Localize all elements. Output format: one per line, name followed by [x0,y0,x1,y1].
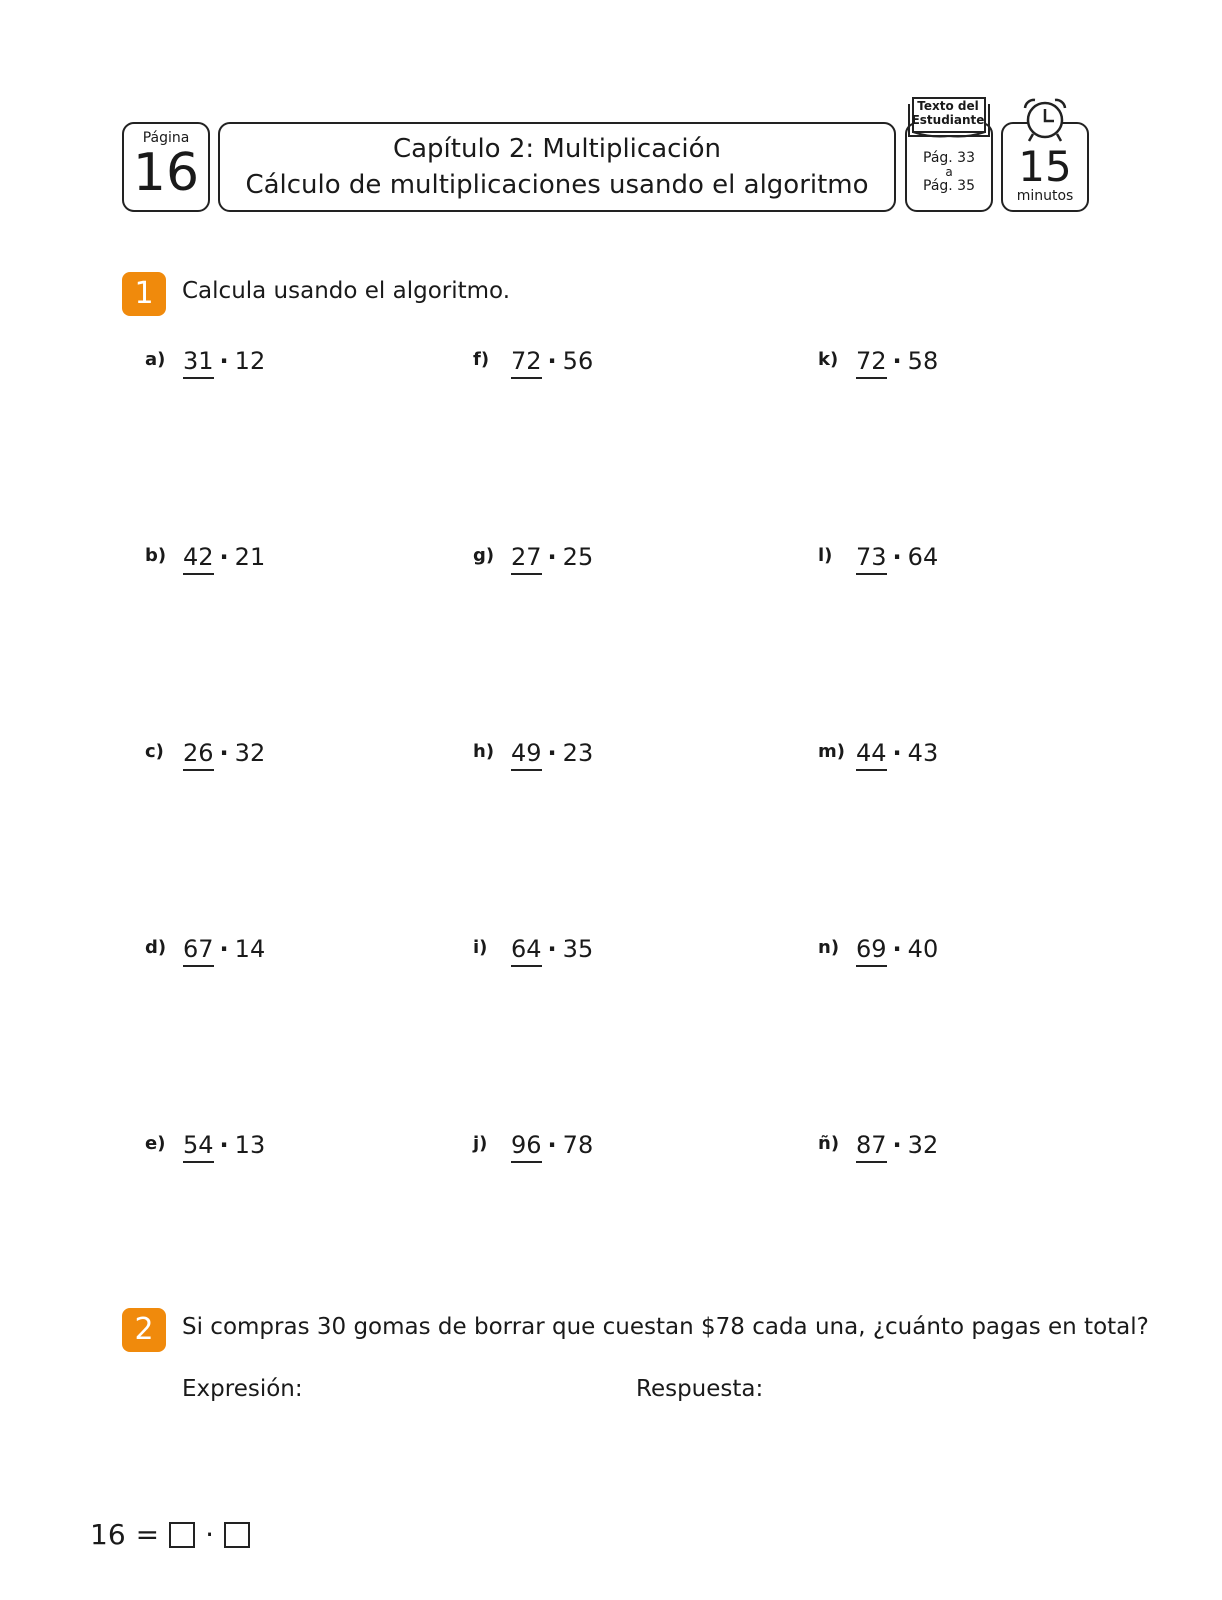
footer-number: 16 [90,1518,126,1551]
factor-1: 69 [856,935,887,967]
factor-1: 67 [183,935,214,967]
multiply-dot: · [547,935,557,963]
exercise-c [145,739,265,771]
exercise-letter: g) [473,545,495,566]
book-page-separator: a [945,165,953,179]
exercise-letter: b) [145,545,167,566]
exercise-m [818,739,938,771]
multiply-dot: · [892,739,902,767]
exercise-letter: d) [145,937,167,958]
multiply-dot: · [219,347,229,375]
page-number: 16 [132,143,200,203]
factor-2: 12 [234,347,266,375]
factor-2: 58 [907,347,939,375]
exercise-j [473,1131,593,1163]
exercise-a [145,347,265,379]
multiply-dot: · [547,347,557,375]
factor-1: 31 [183,347,214,379]
exercise-h [473,739,593,771]
footer-box-1 [169,1522,195,1548]
multiply-dot: · [219,543,229,571]
factor-1: 42 [183,543,214,575]
exercise-k [818,347,938,379]
alarm-clock-icon [1019,96,1071,144]
book-label-line1: Texto del [917,99,979,113]
exercise-letter: h) [473,741,495,762]
factor-1: 54 [183,1131,214,1163]
exercise-letter: m) [818,741,845,762]
exercise-letter: a) [145,349,166,370]
time-unit: minutos [1016,188,1074,204]
chapter-subtitle: Cálculo de multiplicaciones usando el algoritmo [245,170,869,200]
expression-label: Expresión: [182,1376,303,1402]
factor-1: 49 [511,739,542,771]
factor-1: 44 [856,739,887,771]
footer-dot: · [205,1518,215,1551]
factor-1: 73 [856,543,887,575]
factor-2: 78 [562,1131,594,1159]
section-1-instruction: Calcula usando el algoritmo. [182,278,511,304]
multiply-dot: · [892,1131,902,1159]
exercise-g [473,543,593,575]
multiply-dot: · [219,935,229,963]
multiply-dot: · [547,1131,557,1159]
exercise-d [145,935,265,967]
exercise-f [473,347,593,379]
exercise-letter: i) [473,937,488,958]
factor-2: 32 [907,1131,939,1159]
exercise-e [145,1131,265,1163]
factor-2: 40 [907,935,939,963]
book-page-to: Pág. 35 [923,178,975,194]
factor-2: 23 [562,739,594,767]
footer-page-number [90,1518,250,1551]
exercise-letter: f) [473,349,490,370]
section-2-question: Si compras 30 gomas de borrar que cuestan $78 cada una, ¿cuánto pagas en total? [182,1314,1149,1340]
book-label [909,99,987,127]
factor-2: 14 [234,935,266,963]
factor-1: 26 [183,739,214,771]
factor-1: 96 [511,1131,542,1163]
chapter-title: Capítulo 2: Multiplicación [392,134,722,164]
factor-1: 87 [856,1131,887,1163]
factor-1: 64 [511,935,542,967]
book-page-from: Pág. 33 [923,150,975,166]
answer-label: Respuesta: [636,1376,764,1402]
exercise-b [145,543,265,575]
factor-1: 72 [856,347,887,379]
exercise-letter: ñ) [818,1133,840,1154]
chapter-title-box [218,122,896,212]
multiply-dot: · [892,935,902,963]
exercise-letter: e) [145,1133,166,1154]
factor-2: 43 [907,739,939,767]
exercise-letter: l) [818,545,833,566]
section-1-badge: 1 [122,272,166,316]
factor-2: 32 [234,739,266,767]
factor-2: 56 [562,347,594,375]
footer-box-2 [224,1522,250,1548]
exercise-letter: k) [818,349,839,370]
exercise-letter: c) [145,741,164,762]
exercise-letter: n) [818,937,840,958]
page-label: Página [142,130,190,146]
exercise-enye [818,1131,938,1163]
exercise-i [473,935,593,967]
time-value: 15 [1018,142,1072,191]
factor-1: 72 [511,347,542,379]
multiply-dot: · [547,543,557,571]
page-number-box [122,122,210,212]
factor-2: 13 [234,1131,266,1159]
factor-2: 64 [907,543,939,571]
factor-2: 25 [562,543,594,571]
factor-1: 27 [511,543,542,575]
factor-2: 21 [234,543,266,571]
multiply-dot: · [892,543,902,571]
multiply-dot: · [219,739,229,767]
book-label-line2: Estudiante [911,113,985,127]
section-2-badge: 2 [122,1308,166,1352]
exercise-letter: j) [473,1133,488,1154]
multiply-dot: · [547,739,557,767]
footer-equals: = [135,1518,160,1551]
exercise-n [818,935,938,967]
multiply-dot: · [892,347,902,375]
exercise-l [818,543,938,575]
factor-2: 35 [562,935,594,963]
multiply-dot: · [219,1131,229,1159]
